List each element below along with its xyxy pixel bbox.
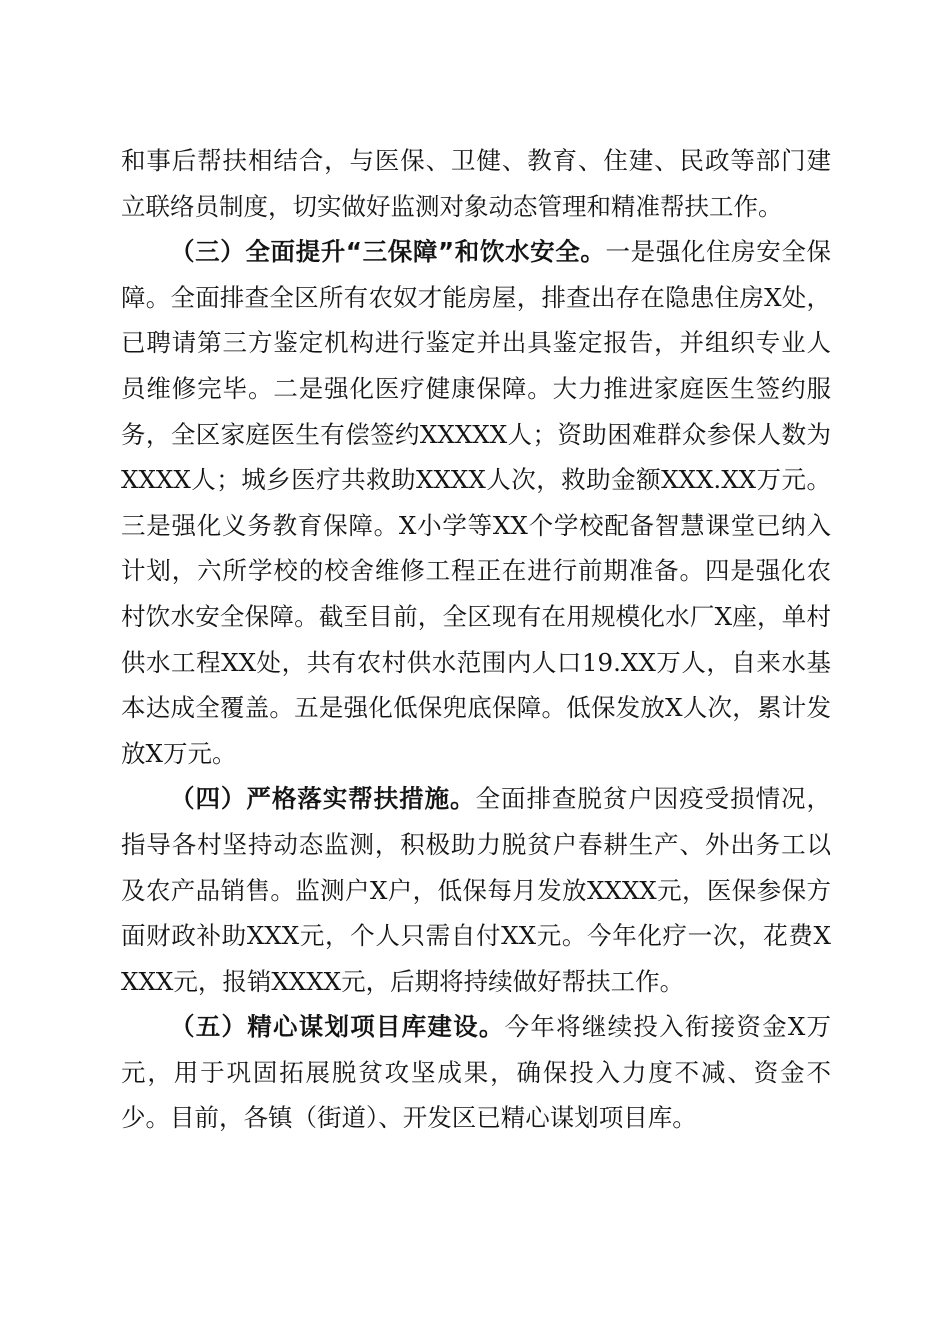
paragraph-text: 一是强化住房安全保障。全面排查全区所有农奴才能房屋，排查出存在隐患住房X处，已聘请第三方鉴定机构进行鉴定并出具鉴定报告，并组织专业人员维修完毕。二是强化医疗健康保障。大力推进家庭医生签约服务，全区家庭医生有偿签约XXXXX人；资助困难群众参保人数为XXXX人；城乡医疗共救助XXXX人次，救助金额XXX.XX万元。三是强化义务教育保障。X小学等XX个学校配备智慧课堂已纳入计划，六所学校的校舍维修工程正在进行前期准备。四是强化农村饮水安全保障。截至目前，全区现有在用规模化水厂X座，单村供水工程XX处，共有农村供水范围内人口19.XX万人，自来水基本达成全覆盖。五是强化低保兜底保障。低保发放X人次，累计发放X万元。 xyxy=(121,237,832,768)
paragraph-section-four xyxy=(121,776,831,1004)
paragraph-section-five xyxy=(121,1004,831,1141)
section-heading: （五）精心谋划项目库建设。 xyxy=(170,1012,505,1042)
paragraph-continuation xyxy=(121,138,831,229)
section-heading: （四）严格落实帮扶措施。 xyxy=(170,784,476,814)
paragraph-text: 今年将继续投入衔接资金X万元，用于巩固拓展脱贫攻坚成果，确保投入力度不减、资金不少。目前，各镇（街道）、开发区已精心谋划项目库。 xyxy=(121,1012,831,1133)
paragraph-section-three xyxy=(121,229,831,776)
document-body xyxy=(121,138,831,1141)
paragraph-text: 和事后帮扶相结合，与医保、卫健、教育、住建、民政等部门建立联络员制度，切实做好监测对象动态管理和精准帮扶工作。 xyxy=(121,146,831,221)
section-heading: （三）全面提升“三保障”和饮水安全。 xyxy=(170,237,606,267)
paragraph-text: 全面排查脱贫户因疫受损情况，指导各村坚持动态监测，积极助力脱贫户春耕生产、外出务工以及农产品销售。监测户X户，低保每月发放XXXX元，医保参保方面财政补助XXX元，个人只需自付XX元。今年化疗一次，花费XXXX元，报销XXXX元，后期将持续做好帮扶工作。 xyxy=(121,784,832,996)
